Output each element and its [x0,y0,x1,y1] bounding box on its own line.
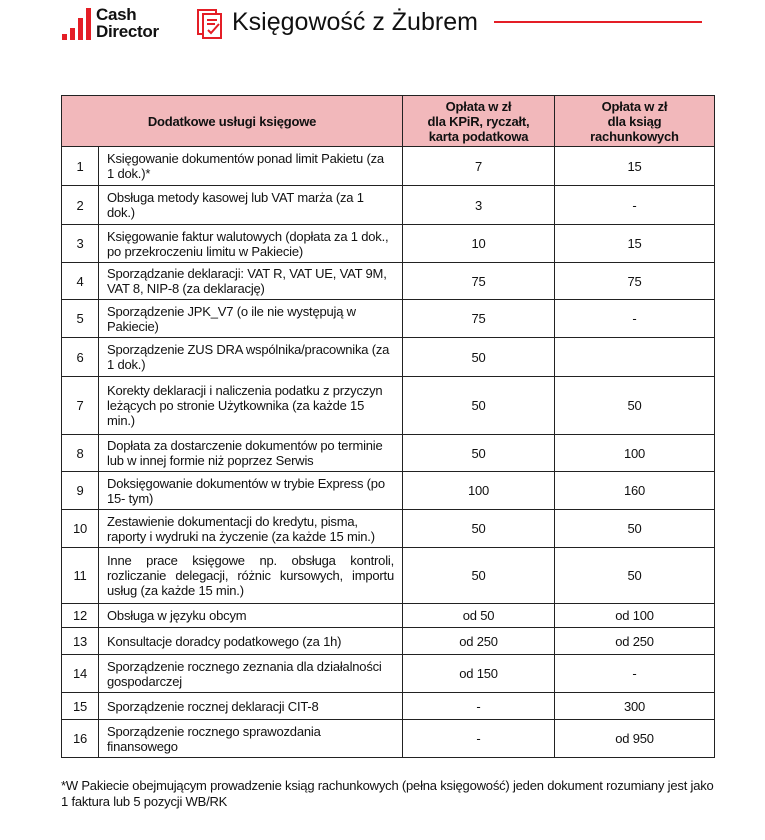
row-number: 6 [62,338,99,377]
page-header [0,0,765,50]
price-kpir: 10 [403,225,555,263]
price-kpir: od 250 [403,628,555,655]
price-kpir: 75 [403,263,555,300]
row-number: 10 [62,510,99,548]
price-ksiegi: 300 [555,693,715,720]
table-row [62,225,715,263]
table-row [62,147,715,186]
price-ksiegi: 15 [555,147,715,186]
service-description: Dopłata za dostarczenie dokumentów po terminie lub w innej formie niż poprzez Serwis [99,435,403,472]
brand-line-1: Cash [96,5,137,24]
service-description: Obsługa w języku obcym [99,604,403,628]
service-description: Inne prace księgowe np. obsługa kontroli, rozliczanie delegacji, różnic kursowych, importu usług (za każde 15 min.) [99,548,403,604]
price-ksiegi: - [555,655,715,693]
row-number: 4 [62,263,99,300]
price-ksiegi: 50 [555,377,715,435]
price-ksiegi: - [555,300,715,338]
table-header-row [62,96,715,147]
service-description: Doksięgowanie dokumentów w trybie Express (po 15- tym) [99,472,403,510]
brand-line-2: Director [96,22,159,41]
column-header-service: Dodatkowe usługi księgowe [62,96,403,147]
service-description: Sporządzanie deklaracji: VAT R, VAT UE, VAT 9M, VAT 8, NIP-8 (za deklarację) [99,263,403,300]
table-row [62,300,715,338]
header-divider [494,21,702,23]
row-number: 15 [62,693,99,720]
table-row [62,510,715,548]
price-ksiegi: 75 [555,263,715,300]
price-ksiegi: 160 [555,472,715,510]
column-header-kpir: Opłata w zł dla KPiR, ryczałt, karta podatkowa [403,96,555,147]
service-description: Konsultacje doradcy podatkowego (za 1h) [99,628,403,655]
service-description: Księgowanie dokumentów ponad limit Pakietu (za 1 dok.)* [99,147,403,186]
row-number: 16 [62,720,99,758]
price-ksiegi: od 950 [555,720,715,758]
price-kpir: 75 [403,300,555,338]
service-description: Obsługa metody kasowej lub VAT marża (za 1 dok.) [99,186,403,225]
price-ksiegi: od 250 [555,628,715,655]
price-ksiegi: od 100 [555,604,715,628]
table-row [62,655,715,693]
table-row [62,628,715,655]
row-number: 7 [62,377,99,435]
service-description: Zestawienie dokumentacji do kredytu, pisma, raporty i wydruki na życzenie (za każde 15 min.) [99,510,403,548]
price-ksiegi: 100 [555,435,715,472]
brand-title: Księgowość z Żubrem [232,8,478,36]
row-number: 12 [62,604,99,628]
service-description: Korekty deklaracji i naliczenia podatku z przyczyn leżących po stronie Użytkownika (za każde 15 min.) [99,377,403,435]
price-kpir: 100 [403,472,555,510]
table-row [62,435,715,472]
service-description: Sporządzenie JPK_V7 (o ile nie występują w Pakiecie) [99,300,403,338]
price-ksiegi: 50 [555,510,715,548]
row-number: 11 [62,548,99,604]
row-number: 8 [62,435,99,472]
row-number: 9 [62,472,99,510]
table-row [62,604,715,628]
row-number: 1 [62,147,99,186]
price-kpir: - [403,720,555,758]
row-number: 5 [62,300,99,338]
service-description: Sporządzenie rocznego sprawozdania finansowego [99,720,403,758]
price-kpir: 50 [403,338,555,377]
price-kpir: 50 [403,435,555,472]
price-kpir: 50 [403,377,555,435]
row-number: 3 [62,225,99,263]
service-description: Sporządzenie rocznego zeznania dla działalności gospodarczej [99,655,403,693]
price-kpir: od 50 [403,604,555,628]
row-number: 2 [62,186,99,225]
table-row [62,186,715,225]
price-kpir: 50 [403,548,555,604]
row-number: 14 [62,655,99,693]
price-ksiegi: 50 [555,548,715,604]
table-row [62,338,715,377]
service-description: Księgowanie faktur walutowych (dopłata za 1 dok., po przekroczeniu limitu w Pakiecie) [99,225,403,263]
table-row [62,548,715,604]
price-kpir: 7 [403,147,555,186]
price-ksiegi: - [555,186,715,225]
bar-chart-logo-icon [62,6,94,40]
pricing-table [61,95,715,758]
service-description: Sporządzenie rocznej deklaracji CIT-8 [99,693,403,720]
table-row [62,263,715,300]
price-ksiegi: 15 [555,225,715,263]
price-kpir: 3 [403,186,555,225]
price-kpir: - [403,693,555,720]
service-description: Sporządzenie ZUS DRA wspólnika/pracownika (za 1 dok.) [99,338,403,377]
row-number: 13 [62,628,99,655]
table-row [62,377,715,435]
table-row [62,693,715,720]
footnote: *W Pakiecie obejmującym prowadzenie ksiąg rachunkowych (pełna księgowość) jeden dokument rozumiany jest jako 1 faktura lub 5 pozycji WB/RK [61,778,714,809]
table-row [62,472,715,510]
table-row [62,720,715,758]
price-kpir: od 150 [403,655,555,693]
cash-director-logo [62,6,177,42]
price-ksiegi [555,338,715,377]
column-header-ksiegi: Opłata w zł dla ksiąg rachunkowych [555,96,715,147]
price-kpir: 50 [403,510,555,548]
document-check-icon [196,8,226,40]
